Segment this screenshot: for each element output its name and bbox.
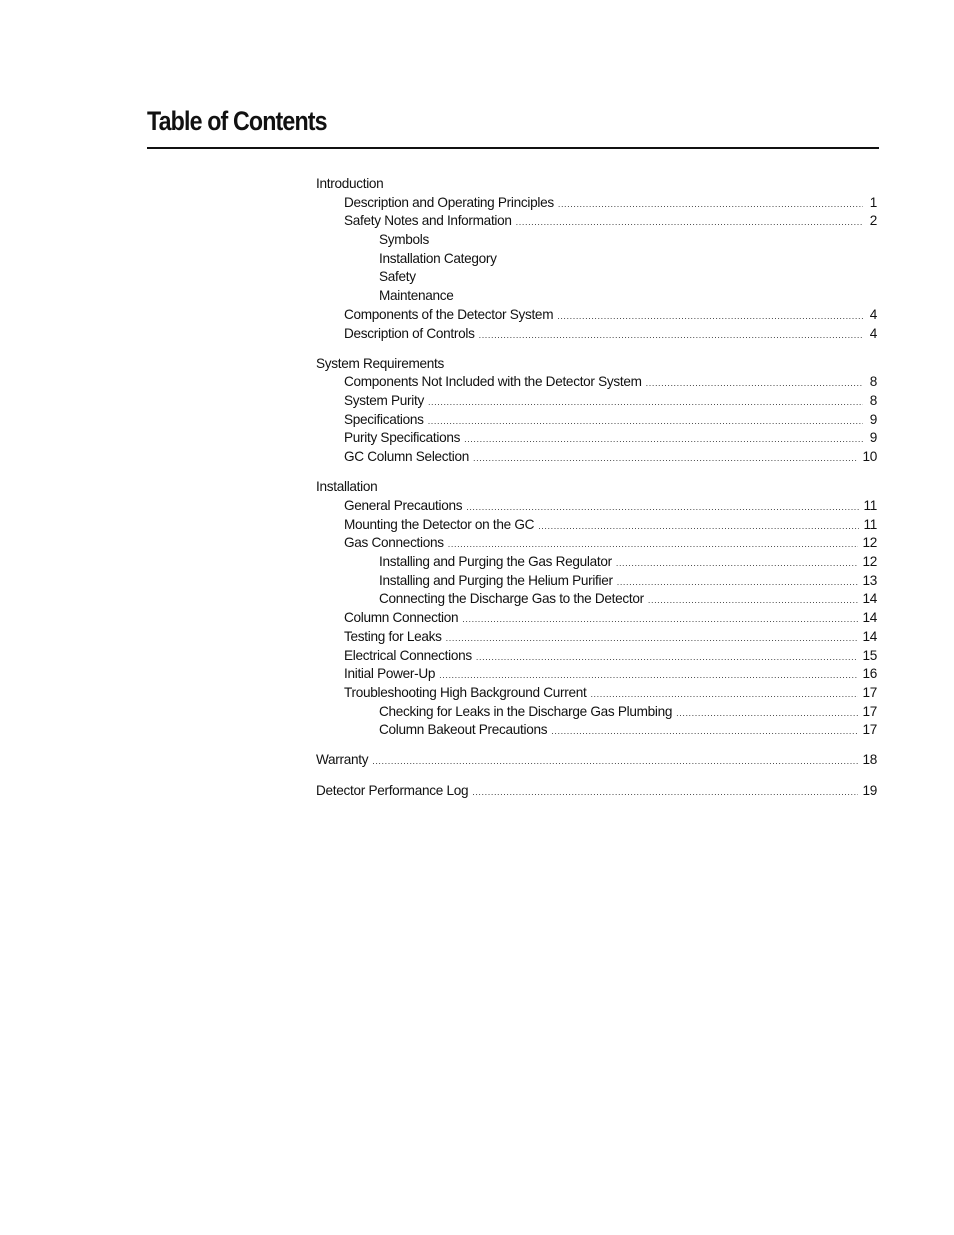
dot-leader: [462, 610, 858, 629]
toc-entry-text: Testing for Leaks: [344, 628, 442, 644]
dot-leader: [516, 213, 863, 232]
toc-entry[interactable]: [316, 212, 877, 231]
dot-leader: [476, 648, 859, 667]
toc-entry-text: Installing and Purging the Gas Regulator: [379, 554, 612, 570]
toc-section: [316, 751, 877, 770]
dot-leader: [479, 326, 863, 345]
toc-entry[interactable]: [316, 609, 877, 628]
toc-entry[interactable]: [316, 194, 877, 213]
toc-entry-text: Column Bakeout Precautions: [379, 722, 548, 738]
toc-entry-text: Installation Category: [379, 250, 497, 266]
page-title: Table of Contents: [147, 106, 327, 136]
toc-entry-text: Components of the Detector System: [344, 306, 554, 322]
toc-entry-text: Mounting the Detector on the GC: [344, 516, 535, 532]
dot-leader: [473, 449, 858, 468]
toc-section: [316, 355, 877, 467]
toc-entry-text: System Purity: [344, 393, 424, 409]
toc-section-heading[interactable]: [316, 782, 877, 801]
dot-leader: [558, 195, 863, 214]
toc-entry-text: Specifications: [344, 411, 424, 427]
toc-section-heading[interactable]: [316, 751, 877, 770]
toc-entry-text: Checking for Leaks in the Discharge Gas Plumbing: [379, 703, 673, 719]
toc-page-number: 19: [862, 782, 877, 798]
toc-page-number: 17: [862, 703, 877, 719]
toc-heading-text: Installation: [316, 479, 378, 495]
toc-heading-text: Introduction: [316, 176, 384, 191]
dot-leader: [372, 752, 858, 771]
toc-entry[interactable]: [316, 448, 877, 467]
toc-page-number: 8: [869, 374, 877, 390]
toc-entry-text: Safety: [379, 269, 416, 285]
dot-leader: [472, 783, 858, 802]
toc-page-number: 9: [869, 411, 877, 427]
dot-leader: [446, 629, 859, 648]
title-rule: [147, 147, 879, 149]
toc-section-heading[interactable]: [316, 175, 877, 194]
dot-leader: [538, 517, 859, 536]
toc-heading-text: System Requirements: [316, 355, 445, 371]
toc-entry-text: Column Connection: [344, 610, 459, 626]
dot-leader: [439, 666, 858, 685]
toc-entry[interactable]: [316, 534, 877, 553]
toc-entry[interactable]: [316, 553, 877, 572]
toc-page-number: 1: [869, 194, 877, 210]
toc-entry[interactable]: [316, 429, 877, 448]
toc-page-number: 9: [869, 430, 877, 446]
dot-leader: [617, 573, 859, 592]
dot-leader: [648, 591, 859, 610]
toc-entry-text: Components Not Included with the Detector System: [344, 374, 642, 390]
toc-entry-text: Electrical Connections: [344, 647, 472, 663]
dot-leader: [590, 685, 858, 704]
toc-page-number: 14: [862, 628, 877, 644]
toc-entry[interactable]: [316, 373, 877, 392]
toc-entry[interactable]: [316, 572, 877, 591]
toc-entry[interactable]: [316, 647, 877, 666]
toc-entry[interactable]: [316, 250, 877, 269]
dot-leader: [616, 554, 859, 573]
dot-leader: [448, 535, 859, 554]
toc-page-number: 4: [869, 325, 877, 341]
dot-leader: [464, 430, 863, 449]
toc-entry-text: Symbols: [379, 232, 430, 248]
toc-page-number: 17: [862, 684, 877, 700]
toc-section: [316, 478, 877, 740]
toc-entry[interactable]: [316, 306, 877, 325]
toc-entry[interactable]: [316, 411, 877, 430]
toc-entry-text: General Precautions: [344, 498, 463, 513]
toc-page-number: 4: [869, 306, 877, 322]
toc-entry-text: Troubleshooting High Background Current: [344, 684, 587, 700]
dot-leader: [551, 722, 858, 741]
toc-entry-text: GC Column Selection: [344, 449, 470, 465]
toc-entry[interactable]: [316, 590, 877, 609]
toc-page-number: 10: [862, 449, 877, 465]
toc-entry[interactable]: [316, 516, 877, 535]
toc-section: [316, 782, 877, 801]
toc-section: [316, 175, 877, 343]
toc-entry[interactable]: [316, 703, 877, 722]
toc-entry[interactable]: [316, 665, 877, 684]
toc-page-number: 12: [862, 535, 877, 551]
toc-heading-text: Detector Performance Log: [316, 782, 469, 798]
toc-page-number: 12: [862, 554, 877, 570]
dot-leader: [428, 393, 863, 412]
table-of-contents: [316, 175, 877, 812]
toc-entry[interactable]: [316, 231, 877, 250]
dot-leader: [466, 498, 859, 517]
toc-section-heading[interactable]: [316, 478, 877, 497]
toc-page-number: 11: [863, 498, 877, 513]
toc-section-heading[interactable]: [316, 355, 877, 374]
toc-entry[interactable]: [316, 392, 877, 411]
toc-entry-text: Initial Power-Up: [344, 666, 436, 682]
toc-page-number: 14: [862, 591, 877, 607]
toc-page-number: 13: [862, 572, 877, 588]
toc-entry[interactable]: [316, 268, 877, 287]
toc-entry-text: Connecting the Discharge Gas to the Detector: [379, 591, 644, 607]
toc-page-number: 18: [862, 752, 877, 768]
toc-entry[interactable]: [316, 325, 877, 344]
toc-page-number: 15: [862, 647, 877, 663]
toc-page-number: 16: [862, 666, 877, 682]
dot-leader: [428, 412, 863, 431]
toc-entry-text: Purity Specifications: [344, 430, 461, 446]
toc-entry-text: Description and Operating Principles: [344, 194, 554, 210]
toc-entry[interactable]: [316, 287, 877, 306]
toc-entry[interactable]: [316, 497, 877, 516]
toc-page-number: 11: [863, 516, 877, 532]
toc-entry-text: Gas Connections: [344, 535, 444, 551]
dot-leader: [646, 374, 863, 393]
toc-entry[interactable]: [316, 721, 877, 740]
toc-entry-text: Description of Controls: [344, 325, 475, 341]
toc-entry[interactable]: [316, 628, 877, 647]
toc-page-number: 17: [862, 722, 877, 738]
dot-leader: [557, 307, 863, 326]
toc-heading-text: Warranty: [316, 752, 369, 768]
toc-page-number: 8: [869, 393, 877, 409]
dot-leader: [676, 704, 858, 723]
toc-page-number: 2: [869, 213, 877, 229]
toc-entry-text: Maintenance: [379, 288, 454, 304]
toc-entry-text: Safety Notes and Information: [344, 213, 512, 229]
toc-page-number: 14: [862, 610, 877, 626]
toc-entry-text: Installing and Purging the Helium Purifier: [379, 572, 613, 588]
toc-entry[interactable]: [316, 684, 877, 703]
